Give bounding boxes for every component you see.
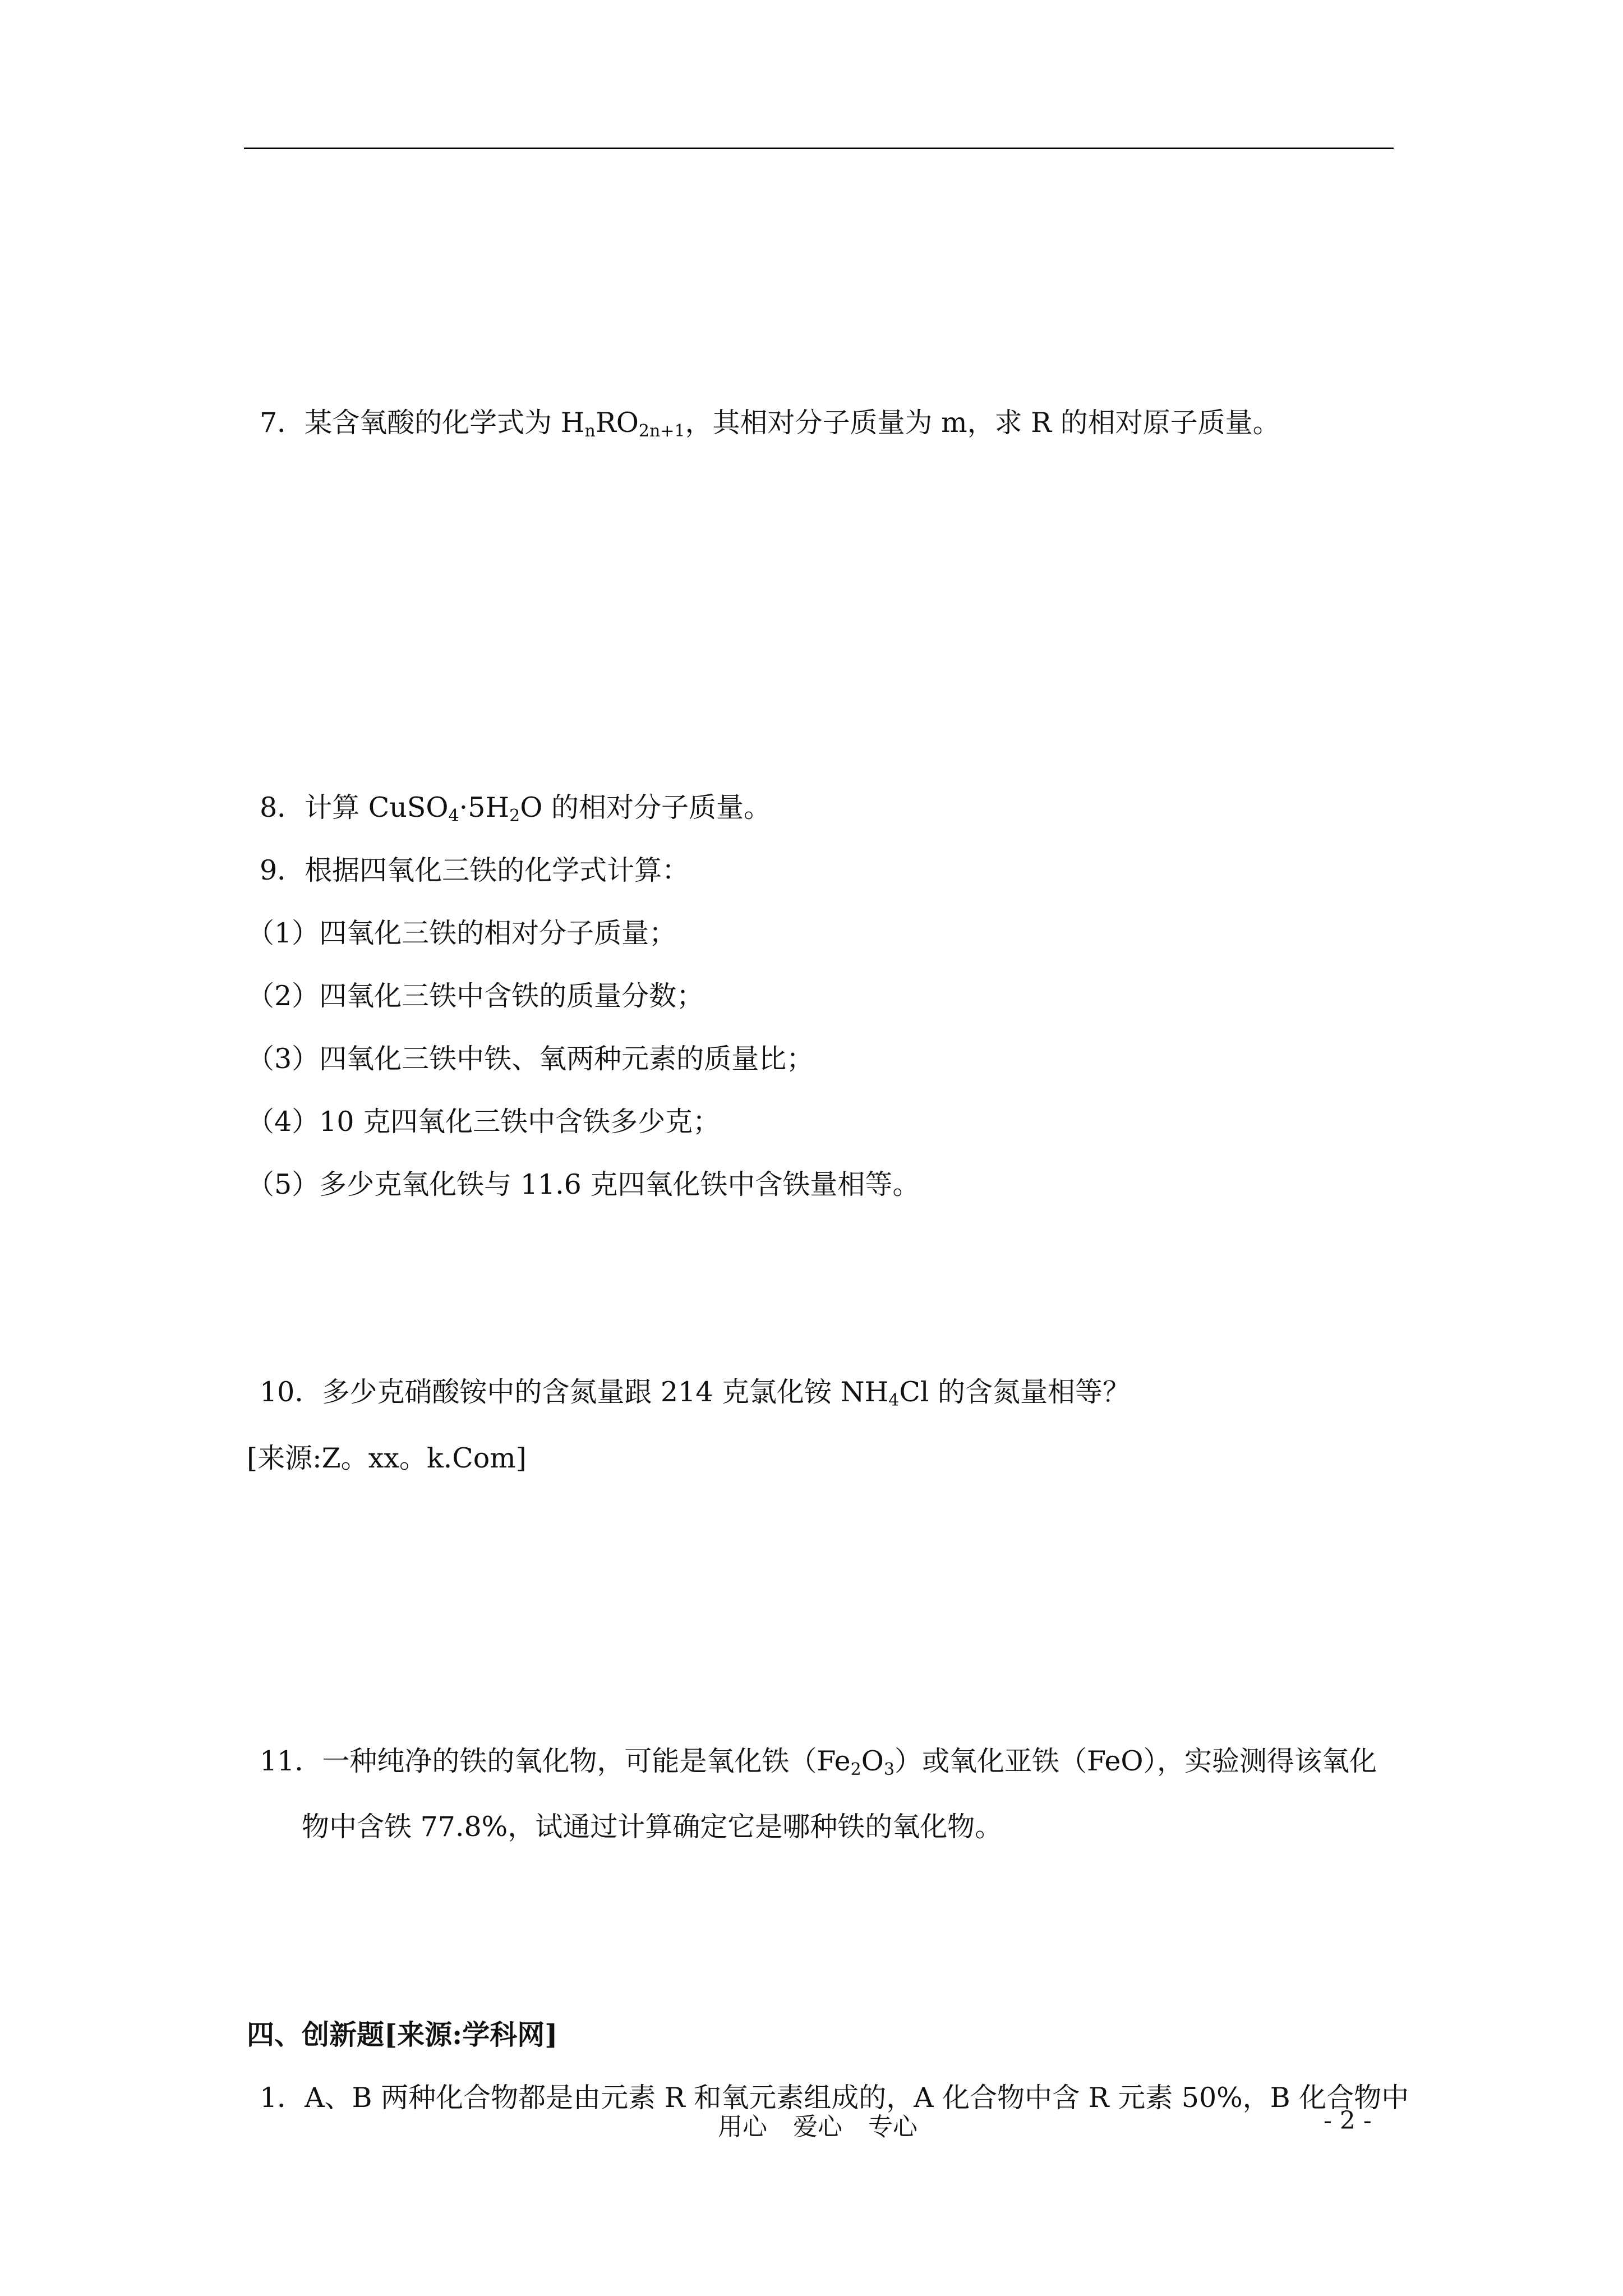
subscript: 3 xyxy=(883,1760,895,1779)
question-8-text: ·5H xyxy=(459,792,510,823)
subscript: 4 xyxy=(448,806,459,826)
question-9-stem: 9．根据四氧化三铁的化学式计算： xyxy=(260,854,690,886)
question-9-part-1: （1）四氧化三铁的相对分子质量； xyxy=(247,917,677,949)
header-rule xyxy=(244,148,1394,149)
question-11 xyxy=(260,1743,1377,1779)
question-8-text: 8．计算 CuSO xyxy=(260,792,449,823)
question-7 xyxy=(260,405,1280,441)
question-8-text: O 的相对分子质量。 xyxy=(520,792,771,823)
source-note: [来源:Z。xx。k.Com] xyxy=(247,1442,527,1474)
page-number: - 2 - xyxy=(1324,2106,1372,2135)
question-10-text: Cl 的含氮量相等？ xyxy=(899,1376,1131,1408)
question-8 xyxy=(260,790,771,826)
question-9-part-3: （3）四氧化三铁中铁、氧两种元素的质量比； xyxy=(247,1043,814,1075)
question-7-text: ，其相对分子质量为 m，求 R 的相对原子质量。 xyxy=(685,407,1280,439)
question-9-part-2: （2）四氧化三铁中含铁的质量分数； xyxy=(247,980,704,1012)
section-4-title: 四、创新题[来源:学科网] xyxy=(247,2018,558,2051)
question-7-text: RO xyxy=(595,407,639,439)
question-9-part-4: （4）10 克四氧化三铁中含铁多少克； xyxy=(247,1106,721,1138)
question-11-text: 11．一种纯净的铁的氧化物，可能是氧化铁（Fe xyxy=(260,1745,851,1777)
question-7-text: 7．某含氧酸的化学式为 H xyxy=(260,407,585,439)
subscript: 2 xyxy=(850,1760,861,1779)
subscript: 2n+1 xyxy=(638,421,685,441)
question-11-line-2: 物中含铁 77.8%，试通过计算确定它是哪种铁的氧化物。 xyxy=(302,1811,1003,1843)
question-9-part-5: （5）多少克氧化铁与 11.6 克四氧化铁中含铁量相等。 xyxy=(247,1168,920,1200)
subscript: n xyxy=(584,421,596,441)
question-11-text: ）或氧化亚铁（FeO），实验测得该氧化 xyxy=(895,1745,1377,1777)
subscript: 4 xyxy=(888,1391,900,1410)
question-10 xyxy=(260,1374,1130,1410)
question-10-text: 10．多少克硝酸铵中的含氮量跟 214 克氯化铵 NH xyxy=(260,1376,889,1408)
question-11-text: O xyxy=(861,1745,884,1777)
footer-slogan: 用心 爱心 专心 xyxy=(718,2113,917,2141)
subscript: 2 xyxy=(509,806,520,826)
section-4-question-1: 1．A、B 两种化合物都是由元素 R 和氧元素组成的，A 化合物中含 R 元素 50%，B 化合物中 xyxy=(260,2082,1409,2114)
